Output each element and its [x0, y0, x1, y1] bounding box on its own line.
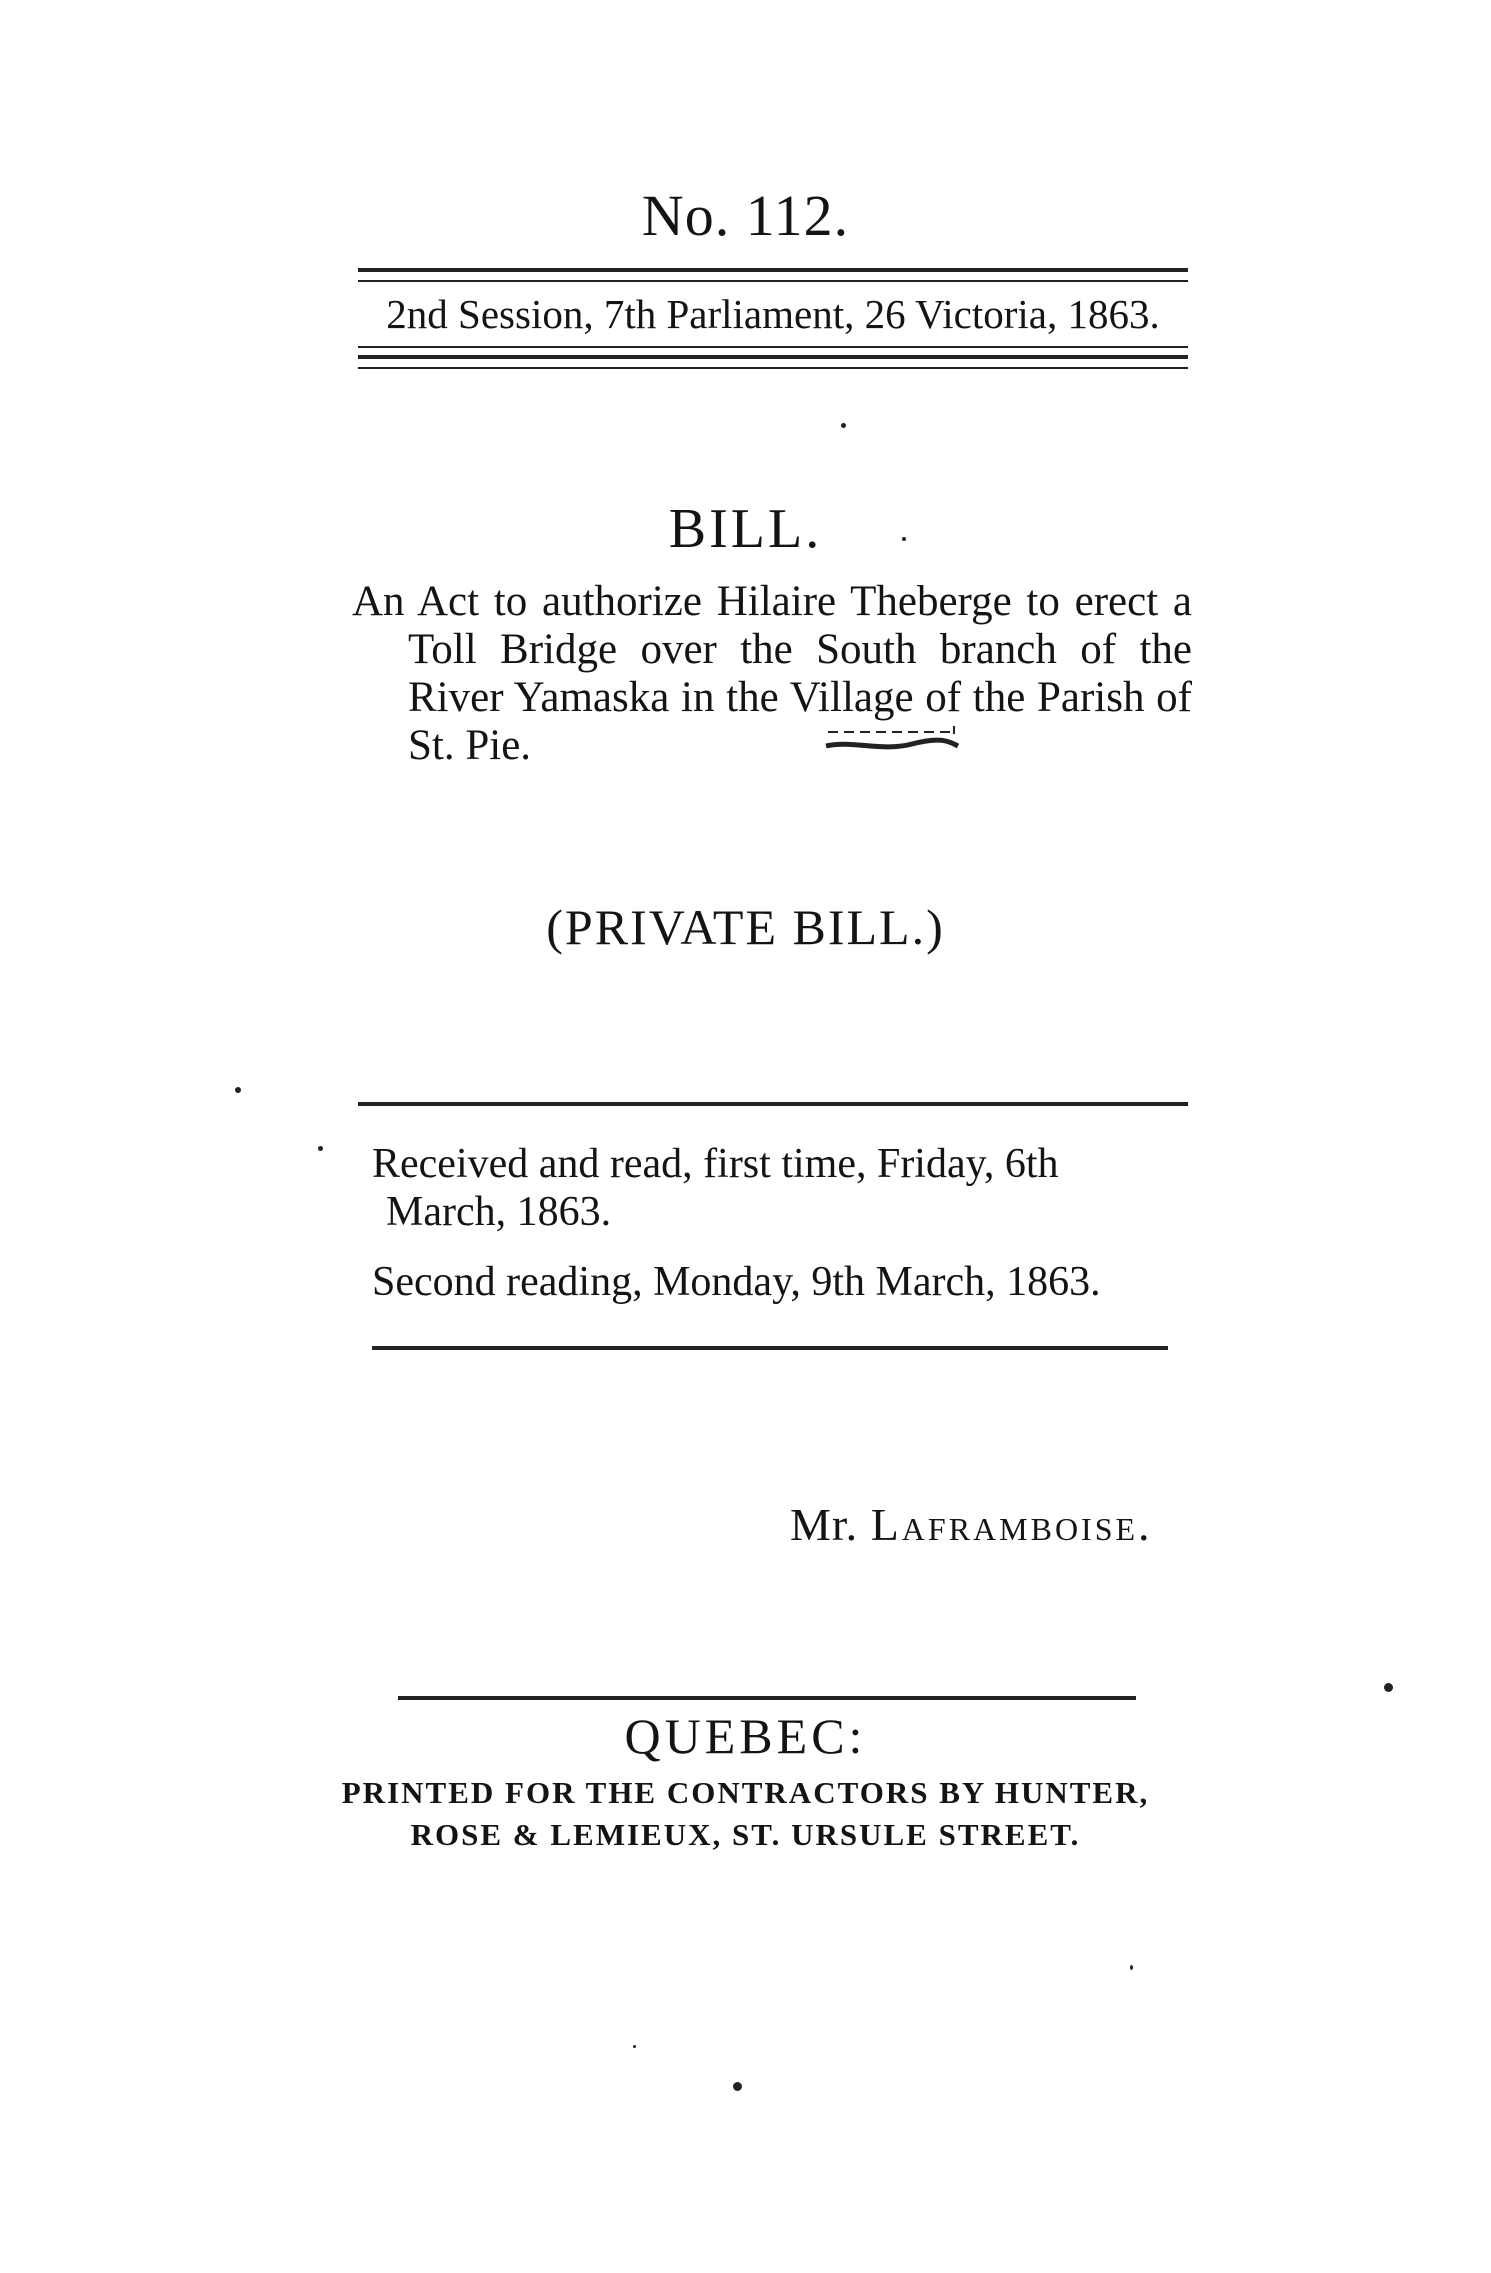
decorative-flourish — [822, 718, 962, 758]
scan-speck — [1130, 1965, 1133, 1970]
bill-number: No. 112. — [641, 183, 850, 248]
scan-speck — [318, 1146, 323, 1151]
session-line: 2nd Session, 7th Parliament, 26 Victoria, 1863. — [386, 291, 1160, 337]
header-rule — [358, 268, 1188, 272]
imprint-printer-line-1: PRINTED FOR THE CONTRACTORS BY HUNTER, — [341, 1775, 1150, 1810]
sponsor — [790, 1498, 1210, 1551]
bill-heading: BILL. — [668, 498, 823, 560]
scan-speck — [633, 2045, 636, 2048]
sponsor-name: Laframboise. — [870, 1499, 1153, 1550]
session-rule — [358, 346, 1188, 348]
session-rule — [358, 367, 1188, 369]
session-rule — [358, 355, 1188, 359]
act-title-text: An Act to authorize Hilaire Theberge to erect a Toll Bridge over the South branch of the River Yamaska in the Village of the Parish of St. Pie. — [352, 578, 1192, 769]
imprint-printer-line-2: ROSE & LEMIEUX, ST. URSULE STREET. — [410, 1817, 1081, 1852]
scan-speck — [841, 423, 846, 428]
section-rule — [358, 1102, 1188, 1106]
act-title — [352, 578, 1192, 770]
first-reading — [372, 1140, 1202, 1236]
imprint-place: QUEBEC: — [624, 1708, 867, 1764]
first-reading-line-1: Received and read, first time, Friday, 6th — [372, 1141, 1059, 1187]
header-rule — [358, 280, 1188, 282]
scan-speck — [1384, 1683, 1393, 1692]
scan-speck — [902, 537, 906, 541]
sponsor-prefix: Mr. — [790, 1499, 859, 1550]
first-reading-line-2: March, 1863. — [386, 1189, 612, 1235]
section-rule — [372, 1346, 1168, 1350]
imprint-rule — [398, 1696, 1136, 1700]
scan-speck — [235, 1087, 241, 1093]
bill-type-label: (PRIVATE BILL.) — [546, 899, 945, 955]
second-reading: Second reading, Monday, 9th March, 1863. — [372, 1259, 1101, 1305]
readings-block — [372, 1140, 1202, 1306]
scan-speck — [733, 2082, 742, 2091]
